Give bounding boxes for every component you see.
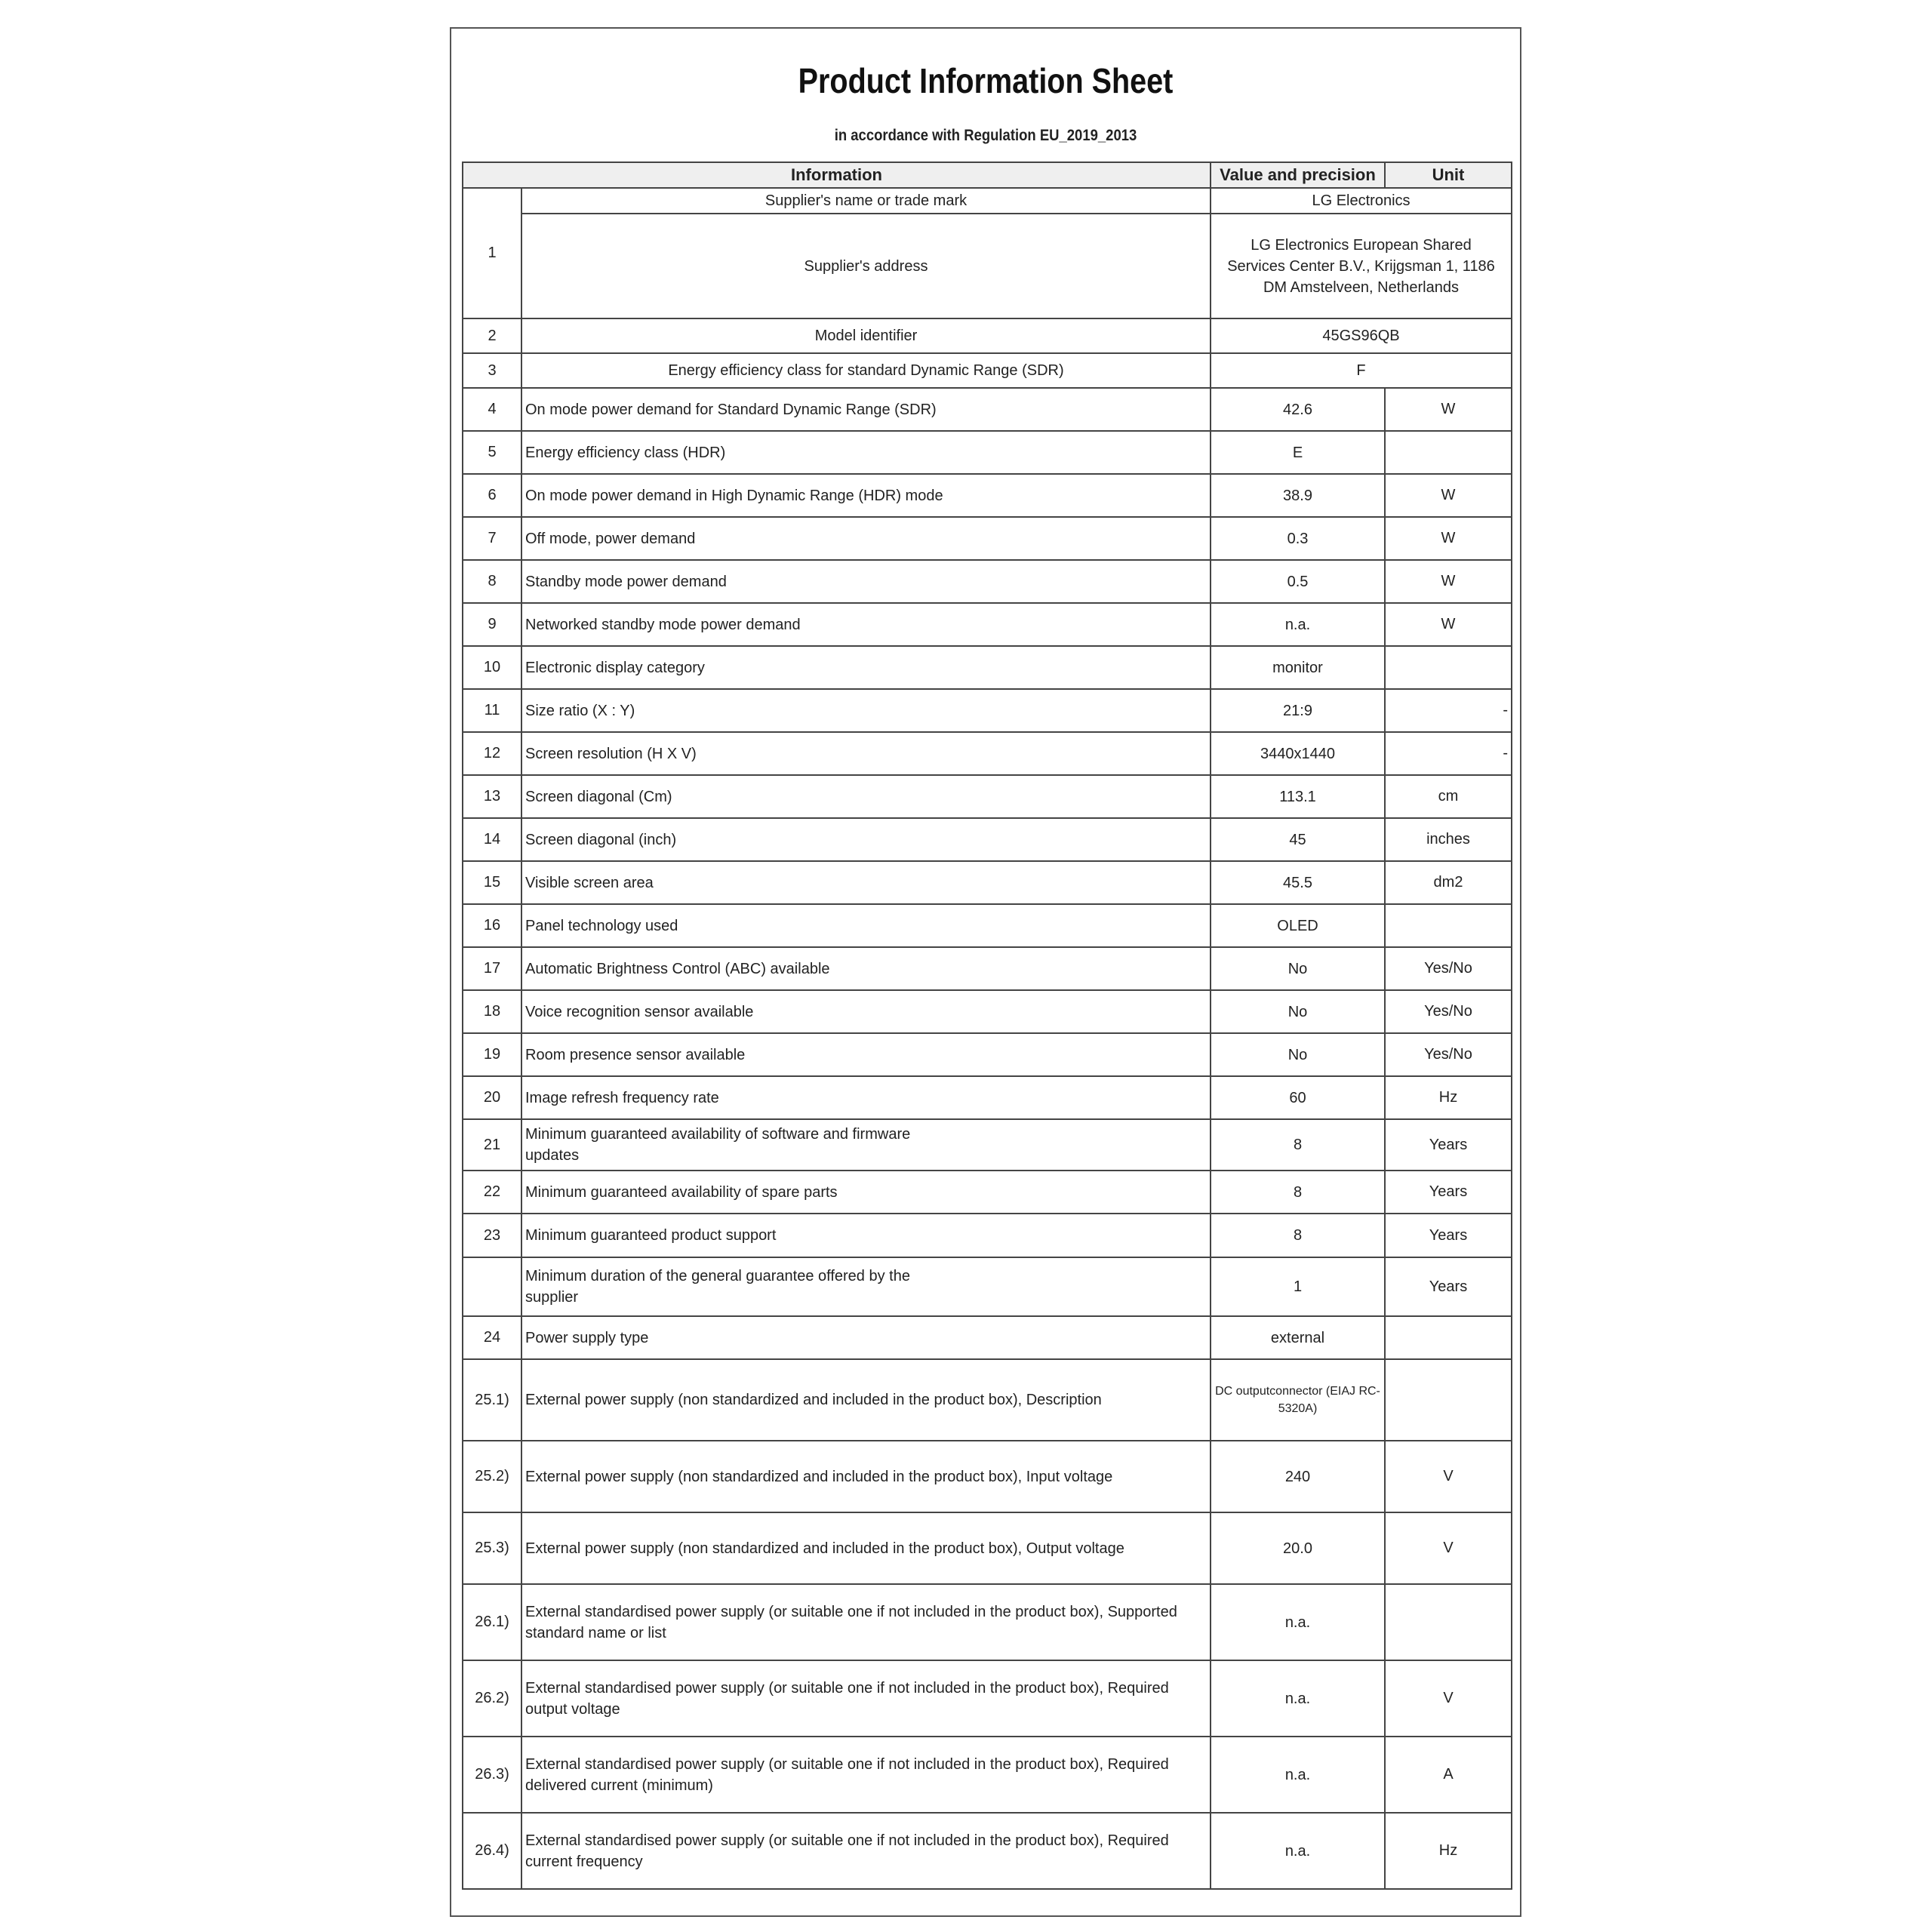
info-cell: Image refresh frequency rate: [521, 1076, 1211, 1119]
unit-cell: [1385, 1316, 1512, 1359]
table-row: [463, 818, 1512, 861]
info-cell: Minimum duration of the general guarantee offered by the supplier: [521, 1257, 1211, 1316]
value-cell: E: [1211, 431, 1385, 474]
row-number: 19: [463, 1033, 521, 1076]
table-row: [463, 990, 1512, 1033]
unit-cell: Years: [1385, 1171, 1512, 1214]
table-row: [463, 1257, 1512, 1316]
table-row: [463, 560, 1512, 603]
info-cell: Supplier's name or trade mark: [521, 188, 1211, 214]
unit-cell: Years: [1385, 1119, 1512, 1171]
info-cell: Off mode, power demand: [521, 517, 1211, 560]
info-cell: External power supply (non standardized and included in the product box), Input voltage: [521, 1441, 1211, 1512]
info-cell: Networked standby mode power demand: [521, 603, 1211, 646]
value-cell: DC outputconnector (EIAJ RC-5320A): [1211, 1359, 1385, 1441]
unit-cell: W: [1385, 388, 1512, 431]
unit-cell: [1385, 1584, 1512, 1660]
value-cell: 20.0: [1211, 1512, 1385, 1584]
table-row: [463, 353, 1512, 388]
info-cell: External power supply (non standardized and included in the product box), Output voltage: [521, 1512, 1211, 1584]
info-cell: External standardised power supply (or suitable one if not included in the product box), Required output voltage: [521, 1660, 1211, 1737]
unit-cell: W: [1385, 603, 1512, 646]
unit-cell: V: [1385, 1660, 1512, 1737]
info-cell: On mode power demand for Standard Dynamic Range (SDR): [521, 388, 1211, 431]
table-row: [463, 388, 1512, 431]
value-cell: No: [1211, 990, 1385, 1033]
info-cell: External standardised power supply (or suitable one if not included in the product box), Required delivered current (minimum): [521, 1737, 1211, 1813]
row-number: 12: [463, 732, 521, 775]
value-cell: 45GS96QB: [1211, 318, 1512, 353]
row-number: 25.3): [463, 1512, 521, 1584]
value-cell: 113.1: [1211, 775, 1385, 818]
unit-cell: cm: [1385, 775, 1512, 818]
row-number: 18: [463, 990, 521, 1033]
table-row: [463, 1737, 1512, 1813]
info-cell: Voice recognition sensor available: [521, 990, 1211, 1033]
info-cell: Electronic display category: [521, 646, 1211, 689]
value-cell: n.a.: [1211, 603, 1385, 646]
unit-cell: V: [1385, 1512, 1512, 1584]
value-cell: 38.9: [1211, 474, 1385, 517]
table-row: [463, 1033, 1512, 1076]
unit-cell: dm2: [1385, 861, 1512, 904]
info-cell: Standby mode power demand: [521, 560, 1211, 603]
row-number: 26.3): [463, 1737, 521, 1813]
value-cell: OLED: [1211, 904, 1385, 947]
table-row: [463, 431, 1512, 474]
value-cell: n.a.: [1211, 1813, 1385, 1889]
value-cell: 45.5: [1211, 861, 1385, 904]
info-cell: Minimum guaranteed availability of software and firmware updates: [521, 1119, 1211, 1171]
row-number: 24: [463, 1316, 521, 1359]
unit-cell: W: [1385, 560, 1512, 603]
row-number: 25.2): [463, 1441, 521, 1512]
value-cell: 45: [1211, 818, 1385, 861]
table-row: [463, 1359, 1512, 1441]
page-subtitle: in accordance with Regulation EU_2019_2013: [834, 127, 1137, 144]
unit-cell: Years: [1385, 1257, 1512, 1316]
value-cell: 0.5: [1211, 560, 1385, 603]
unit-cell: [1385, 646, 1512, 689]
value-cell: 21:9: [1211, 689, 1385, 732]
row-number: 1: [463, 188, 521, 318]
table-row-supplier-name: [463, 188, 1512, 214]
row-number: 5: [463, 431, 521, 474]
table-row: [463, 1214, 1512, 1257]
unit-cell: [1385, 431, 1512, 474]
column-header-unit: Unit: [1385, 162, 1512, 188]
table-row: [463, 1119, 1512, 1171]
value-cell: No: [1211, 947, 1385, 990]
row-number: 11: [463, 689, 521, 732]
info-cell: Screen diagonal (Cm): [521, 775, 1211, 818]
row-number: 9: [463, 603, 521, 646]
row-number: 22: [463, 1171, 521, 1214]
value-cell: 8: [1211, 1214, 1385, 1257]
value-cell: 42.6: [1211, 388, 1385, 431]
table-row: [463, 689, 1512, 732]
value-cell: n.a.: [1211, 1737, 1385, 1813]
info-cell: Screen resolution (H X V): [521, 732, 1211, 775]
row-number: 13: [463, 775, 521, 818]
info-cell: Minimum guaranteed product support: [521, 1214, 1211, 1257]
value-cell: external: [1211, 1316, 1385, 1359]
unit-cell: -: [1385, 689, 1512, 732]
info-cell: Automatic Brightness Control (ABC) available: [521, 947, 1211, 990]
table-row: [463, 947, 1512, 990]
unit-cell: V: [1385, 1441, 1512, 1512]
row-number: 8: [463, 560, 521, 603]
info-cell: Model identifier: [521, 318, 1211, 353]
info-cell: Visible screen area: [521, 861, 1211, 904]
product-info-table: [462, 162, 1512, 1890]
row-number: 6: [463, 474, 521, 517]
info-cell: Supplier's address: [521, 214, 1211, 318]
value-cell: 8: [1211, 1119, 1385, 1171]
column-header-value: Value and precision: [1211, 162, 1385, 188]
row-number: 25.1): [463, 1359, 521, 1441]
product-information-sheet: [450, 27, 1521, 1917]
unit-cell: -: [1385, 732, 1512, 775]
info-cell: Energy efficiency class (HDR): [521, 431, 1211, 474]
unit-cell: Years: [1385, 1214, 1512, 1257]
unit-cell: Yes/No: [1385, 947, 1512, 990]
info-cell: Panel technology used: [521, 904, 1211, 947]
table-row: [463, 318, 1512, 353]
value-cell: LG Electronics: [1211, 188, 1512, 214]
table-row: [463, 1584, 1512, 1660]
info-cell: External standardised power supply (or suitable one if not included in the product box), Required current frequency: [521, 1813, 1211, 1889]
table-row: [463, 474, 1512, 517]
unit-cell: Yes/No: [1385, 990, 1512, 1033]
row-number: 23: [463, 1214, 521, 1257]
unit-cell: W: [1385, 474, 1512, 517]
row-number: 14: [463, 818, 521, 861]
info-cell: Screen diagonal (inch): [521, 818, 1211, 861]
row-number: 16: [463, 904, 521, 947]
value-cell: 1: [1211, 1257, 1385, 1316]
table-row: [463, 1512, 1512, 1584]
table-header-row: [463, 162, 1512, 188]
table-row: [463, 861, 1512, 904]
row-number: 2: [463, 318, 521, 353]
row-number: [463, 1257, 521, 1316]
table-row: [463, 517, 1512, 560]
table-row: [463, 1171, 1512, 1214]
row-number: 26.4): [463, 1813, 521, 1889]
table-row: [463, 1441, 1512, 1512]
info-cell: Power supply type: [521, 1316, 1211, 1359]
value-cell: 240: [1211, 1441, 1385, 1512]
value-cell: F: [1211, 353, 1512, 388]
table-row: [463, 603, 1512, 646]
table-row: [463, 646, 1512, 689]
table-row: [463, 1076, 1512, 1119]
info-cell: Size ratio (X : Y): [521, 689, 1211, 732]
table-row: [463, 732, 1512, 775]
value-cell: monitor: [1211, 646, 1385, 689]
row-number: 20: [463, 1076, 521, 1119]
table-row: [463, 904, 1512, 947]
value-cell: 0.3: [1211, 517, 1385, 560]
table-row: [463, 775, 1512, 818]
value-cell: n.a.: [1211, 1584, 1385, 1660]
value-cell: n.a.: [1211, 1660, 1385, 1737]
unit-cell: A: [1385, 1737, 1512, 1813]
row-number: 4: [463, 388, 521, 431]
unit-cell: W: [1385, 517, 1512, 560]
row-number: 26.1): [463, 1584, 521, 1660]
row-number: 17: [463, 947, 521, 990]
row-number: 7: [463, 517, 521, 560]
row-number: 3: [463, 353, 521, 388]
table-row-supplier-address: [463, 214, 1512, 318]
row-number: 15: [463, 861, 521, 904]
unit-cell: Yes/No: [1385, 1033, 1512, 1076]
info-cell: External power supply (non standardized and included in the product box), Description: [521, 1359, 1211, 1441]
page-title: Product Information Sheet: [798, 61, 1174, 100]
info-cell: Room presence sensor available: [521, 1033, 1211, 1076]
table-row: [463, 1316, 1512, 1359]
info-cell: On mode power demand in High Dynamic Range (HDR) mode: [521, 474, 1211, 517]
row-number: 10: [463, 646, 521, 689]
info-cell: External standardised power supply (or suitable one if not included in the product box), Supported standard name or list: [521, 1584, 1211, 1660]
row-number: 21: [463, 1119, 521, 1171]
table-row: [463, 1660, 1512, 1737]
column-header-information: Information: [463, 162, 1211, 188]
unit-cell: inches: [1385, 818, 1512, 861]
info-cell: Minimum guaranteed availability of spare parts: [521, 1171, 1211, 1214]
unit-cell: [1385, 1359, 1512, 1441]
table-row: [463, 1813, 1512, 1889]
value-cell: No: [1211, 1033, 1385, 1076]
value-cell: 3440x1440: [1211, 732, 1385, 775]
row-number: 26.2): [463, 1660, 521, 1737]
value-cell: 60: [1211, 1076, 1385, 1119]
unit-cell: Hz: [1385, 1076, 1512, 1119]
unit-cell: Hz: [1385, 1813, 1512, 1889]
info-cell: Energy efficiency class for standard Dynamic Range (SDR): [521, 353, 1211, 388]
value-cell: LG Electronics European Shared Services Center B.V., Krijgsman 1, 1186 DM Amstelveen, Netherlands: [1211, 214, 1512, 318]
unit-cell: [1385, 904, 1512, 947]
value-cell: 8: [1211, 1171, 1385, 1214]
